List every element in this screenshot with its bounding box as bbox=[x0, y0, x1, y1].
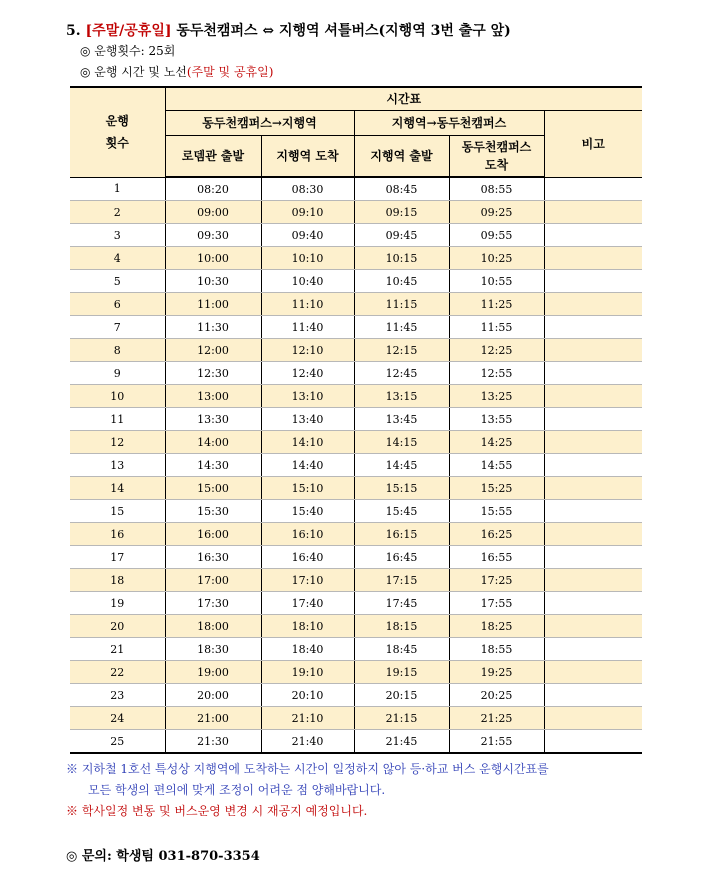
campus-arrive-time: 14:55 bbox=[449, 454, 544, 477]
jihaeng-arrive-time: 15:40 bbox=[261, 500, 354, 523]
rodem-depart-time: 09:00 bbox=[165, 201, 261, 224]
rodem-depart-time: 17:00 bbox=[165, 569, 261, 592]
jihaeng-depart-time: 18:45 bbox=[354, 638, 449, 661]
run-number: 4 bbox=[70, 247, 165, 270]
run-number: 13 bbox=[70, 454, 165, 477]
campus-arrive-time: 10:55 bbox=[449, 270, 544, 293]
header-jihaeng-depart: 지행역 출발 bbox=[354, 135, 449, 177]
header-run-count: 운행 횟수 bbox=[70, 87, 165, 177]
remarks bbox=[544, 730, 642, 754]
jihaeng-arrive-time: 13:10 bbox=[261, 385, 354, 408]
run-number: 25 bbox=[70, 730, 165, 754]
table-row bbox=[70, 431, 642, 454]
jihaeng-depart-time: 11:45 bbox=[354, 316, 449, 339]
jihaeng-arrive-time: 13:40 bbox=[261, 408, 354, 431]
header-campus-arrive: 동두천캠퍼스 도착 bbox=[449, 135, 544, 177]
table-row bbox=[70, 638, 642, 661]
run-number: 22 bbox=[70, 661, 165, 684]
run-number: 1 bbox=[70, 177, 165, 201]
remarks bbox=[544, 500, 642, 523]
rodem-depart-time: 20:00 bbox=[165, 684, 261, 707]
schedule-bullet bbox=[80, 63, 273, 80]
header-route-campus-to-station: 동두천캠퍼스→지행역 bbox=[165, 110, 354, 135]
jihaeng-depart-time: 15:45 bbox=[354, 500, 449, 523]
rodem-depart-time: 17:30 bbox=[165, 592, 261, 615]
remarks bbox=[544, 408, 642, 431]
run-number: 3 bbox=[70, 224, 165, 247]
jihaeng-depart-time: 12:15 bbox=[354, 339, 449, 362]
jihaeng-depart-time: 10:45 bbox=[354, 270, 449, 293]
rodem-depart-time: 21:00 bbox=[165, 707, 261, 730]
run-number: 20 bbox=[70, 615, 165, 638]
jihaeng-depart-time: 12:45 bbox=[354, 362, 449, 385]
campus-arrive-time: 08:55 bbox=[449, 177, 544, 201]
jihaeng-depart-time: 09:45 bbox=[354, 224, 449, 247]
campus-arrive-time: 11:25 bbox=[449, 293, 544, 316]
jihaeng-depart-time: 09:15 bbox=[354, 201, 449, 224]
rodem-depart-time: 14:30 bbox=[165, 454, 261, 477]
jihaeng-depart-time: 21:15 bbox=[354, 707, 449, 730]
campus-arrive-time: 12:55 bbox=[449, 362, 544, 385]
campus-arrive-time: 13:55 bbox=[449, 408, 544, 431]
jihaeng-depart-time: 15:15 bbox=[354, 477, 449, 500]
jihaeng-arrive-time: 18:40 bbox=[261, 638, 354, 661]
rodem-depart-time: 11:00 bbox=[165, 293, 261, 316]
jihaeng-arrive-time: 09:10 bbox=[261, 201, 354, 224]
jihaeng-arrive-time: 16:40 bbox=[261, 546, 354, 569]
campus-arrive-time: 18:25 bbox=[449, 615, 544, 638]
jihaeng-arrive-time: 12:10 bbox=[261, 339, 354, 362]
jihaeng-arrive-time: 11:10 bbox=[261, 293, 354, 316]
table-row bbox=[70, 247, 642, 270]
campus-arrive-time: 09:25 bbox=[449, 201, 544, 224]
rodem-depart-time: 13:30 bbox=[165, 408, 261, 431]
table-row bbox=[70, 339, 642, 362]
campus-arrive-time: 21:55 bbox=[449, 730, 544, 754]
table-row bbox=[70, 684, 642, 707]
table-row bbox=[70, 224, 642, 247]
jihaeng-depart-time: 16:45 bbox=[354, 546, 449, 569]
jihaeng-arrive-time: 21:10 bbox=[261, 707, 354, 730]
run-number: 15 bbox=[70, 500, 165, 523]
run-number: 21 bbox=[70, 638, 165, 661]
jihaeng-arrive-time: 10:40 bbox=[261, 270, 354, 293]
rodem-depart-time: 10:00 bbox=[165, 247, 261, 270]
jihaeng-depart-time: 13:15 bbox=[354, 385, 449, 408]
note-subway: ※ 지하철 1호선 특성상 지행역에 도착하는 시간이 일정하지 않아 등·하교 버스 운행시간표를 bbox=[66, 762, 549, 776]
campus-arrive-time: 12:25 bbox=[449, 339, 544, 362]
remarks bbox=[544, 638, 642, 661]
remarks bbox=[544, 684, 642, 707]
note-schedule-change: ※ 학사일정 변동 및 버스운영 변경 시 재공지 예정입니다. bbox=[66, 804, 368, 818]
rodem-depart-time: 16:00 bbox=[165, 523, 261, 546]
run-number: 2 bbox=[70, 201, 165, 224]
jihaeng-arrive-time: 14:40 bbox=[261, 454, 354, 477]
section-tag: [주말/공휴일] bbox=[85, 23, 172, 39]
campus-arrive-time: 20:25 bbox=[449, 684, 544, 707]
table-row bbox=[70, 523, 642, 546]
run-number: 9 bbox=[70, 362, 165, 385]
campus-arrive-time: 13:25 bbox=[449, 385, 544, 408]
rodem-depart-time: 12:00 bbox=[165, 339, 261, 362]
jihaeng-arrive-time: 12:40 bbox=[261, 362, 354, 385]
remarks bbox=[544, 339, 642, 362]
jihaeng-arrive-time: 11:40 bbox=[261, 316, 354, 339]
jihaeng-depart-time: 17:45 bbox=[354, 592, 449, 615]
table-row bbox=[70, 362, 642, 385]
run-number: 11 bbox=[70, 408, 165, 431]
rodem-depart-time: 12:30 bbox=[165, 362, 261, 385]
table-row bbox=[70, 592, 642, 615]
table-row bbox=[70, 500, 642, 523]
remarks bbox=[544, 293, 642, 316]
remarks bbox=[544, 201, 642, 224]
run-number: 8 bbox=[70, 339, 165, 362]
campus-arrive-time: 14:25 bbox=[449, 431, 544, 454]
timetable bbox=[70, 86, 642, 754]
schedule-bullet-tag: (주말 및 공휴일) bbox=[186, 65, 274, 79]
contact-info: ◎ 문의: 학생팀 031-870-3354 bbox=[66, 849, 260, 864]
header-remarks: 비고 bbox=[544, 110, 642, 177]
rodem-depart-time: 18:00 bbox=[165, 615, 261, 638]
jihaeng-depart-time: 20:15 bbox=[354, 684, 449, 707]
rodem-depart-time: 19:00 bbox=[165, 661, 261, 684]
campus-arrive-time: 19:25 bbox=[449, 661, 544, 684]
rodem-depart-time: 09:30 bbox=[165, 224, 261, 247]
run-number: 17 bbox=[70, 546, 165, 569]
table-row bbox=[70, 177, 642, 201]
jihaeng-depart-time: 17:15 bbox=[354, 569, 449, 592]
section-number: 5. bbox=[66, 23, 81, 39]
remarks bbox=[544, 247, 642, 270]
table-row bbox=[70, 454, 642, 477]
remarks bbox=[544, 177, 642, 201]
campus-arrive-time: 21:25 bbox=[449, 707, 544, 730]
remarks bbox=[544, 592, 642, 615]
campus-arrive-time: 16:25 bbox=[449, 523, 544, 546]
campus-arrive-time: 17:55 bbox=[449, 592, 544, 615]
run-number: 18 bbox=[70, 569, 165, 592]
header-route-station-to-campus: 지행역→동두천캠퍼스 bbox=[354, 110, 544, 135]
table-row bbox=[70, 201, 642, 224]
jihaeng-arrive-time: 20:10 bbox=[261, 684, 354, 707]
jihaeng-depart-time: 14:45 bbox=[354, 454, 449, 477]
table-row bbox=[70, 569, 642, 592]
runs-count-bullet: ◎ 운행횟수: 25회 bbox=[80, 44, 176, 58]
remarks bbox=[544, 362, 642, 385]
rodem-depart-time: 15:00 bbox=[165, 477, 261, 500]
run-number: 5 bbox=[70, 270, 165, 293]
table-row bbox=[70, 408, 642, 431]
jihaeng-depart-time: 16:15 bbox=[354, 523, 449, 546]
table-row bbox=[70, 293, 642, 316]
table-row bbox=[70, 477, 642, 500]
run-number: 6 bbox=[70, 293, 165, 316]
jihaeng-depart-time: 13:45 bbox=[354, 408, 449, 431]
run-number: 16 bbox=[70, 523, 165, 546]
table-row bbox=[70, 615, 642, 638]
jihaeng-arrive-time: 17:40 bbox=[261, 592, 354, 615]
note-subway-continued: 모든 학생의 편의에 맞게 조정이 어려운 점 양해바랍니다. bbox=[88, 783, 386, 797]
schedule-bullet-label: ◎ 운행 시간 및 노선 bbox=[80, 65, 187, 79]
jihaeng-arrive-time: 08:30 bbox=[261, 177, 354, 201]
rodem-depart-time: 10:30 bbox=[165, 270, 261, 293]
jihaeng-depart-time: 19:15 bbox=[354, 661, 449, 684]
section-title bbox=[66, 20, 511, 40]
remarks bbox=[544, 569, 642, 592]
campus-arrive-time: 16:55 bbox=[449, 546, 544, 569]
run-number: 10 bbox=[70, 385, 165, 408]
remarks bbox=[544, 615, 642, 638]
remarks bbox=[544, 270, 642, 293]
table-row bbox=[70, 385, 642, 408]
remarks bbox=[544, 454, 642, 477]
run-number: 12 bbox=[70, 431, 165, 454]
remarks bbox=[544, 661, 642, 684]
jihaeng-depart-time: 10:15 bbox=[354, 247, 449, 270]
run-number: 7 bbox=[70, 316, 165, 339]
jihaeng-depart-time: 08:45 bbox=[354, 177, 449, 201]
run-number: 23 bbox=[70, 684, 165, 707]
rodem-depart-time: 13:00 bbox=[165, 385, 261, 408]
jihaeng-depart-time: 14:15 bbox=[354, 431, 449, 454]
campus-arrive-time: 09:55 bbox=[449, 224, 544, 247]
section-heading: 동두천캠퍼스 ⇔ 지행역 셔틀버스(지행역 3번 출구 앞) bbox=[176, 23, 511, 39]
run-number: 19 bbox=[70, 592, 165, 615]
rodem-depart-time: 16:30 bbox=[165, 546, 261, 569]
header-rodem-depart: 로뎀관 출발 bbox=[165, 135, 261, 177]
table-row bbox=[70, 730, 642, 754]
rodem-depart-time: 21:30 bbox=[165, 730, 261, 754]
campus-arrive-time: 15:25 bbox=[449, 477, 544, 500]
rodem-depart-time: 15:30 bbox=[165, 500, 261, 523]
rodem-depart-time: 08:20 bbox=[165, 177, 261, 201]
rodem-depart-time: 11:30 bbox=[165, 316, 261, 339]
jihaeng-arrive-time: 18:10 bbox=[261, 615, 354, 638]
jihaeng-arrive-time: 14:10 bbox=[261, 431, 354, 454]
run-number: 24 bbox=[70, 707, 165, 730]
campus-arrive-time: 17:25 bbox=[449, 569, 544, 592]
jihaeng-depart-time: 11:15 bbox=[354, 293, 449, 316]
jihaeng-depart-time: 18:15 bbox=[354, 615, 449, 638]
remarks bbox=[544, 224, 642, 247]
table-row bbox=[70, 270, 642, 293]
jihaeng-arrive-time: 10:10 bbox=[261, 247, 354, 270]
rodem-depart-time: 18:30 bbox=[165, 638, 261, 661]
campus-arrive-time: 10:25 bbox=[449, 247, 544, 270]
table-row bbox=[70, 316, 642, 339]
jihaeng-arrive-time: 09:40 bbox=[261, 224, 354, 247]
remarks bbox=[544, 477, 642, 500]
remarks bbox=[544, 385, 642, 408]
remarks bbox=[544, 523, 642, 546]
remarks bbox=[544, 431, 642, 454]
remarks bbox=[544, 316, 642, 339]
header-jihaeng-arrive: 지행역 도착 bbox=[261, 135, 354, 177]
jihaeng-arrive-time: 15:10 bbox=[261, 477, 354, 500]
jihaeng-arrive-time: 16:10 bbox=[261, 523, 354, 546]
table-row bbox=[70, 546, 642, 569]
jihaeng-arrive-time: 17:10 bbox=[261, 569, 354, 592]
remarks bbox=[544, 707, 642, 730]
jihaeng-arrive-time: 21:40 bbox=[261, 730, 354, 754]
campus-arrive-time: 18:55 bbox=[449, 638, 544, 661]
campus-arrive-time: 15:55 bbox=[449, 500, 544, 523]
table-row bbox=[70, 661, 642, 684]
rodem-depart-time: 14:00 bbox=[165, 431, 261, 454]
header-timetable: 시간표 bbox=[165, 87, 642, 110]
campus-arrive-time: 11:55 bbox=[449, 316, 544, 339]
jihaeng-arrive-time: 19:10 bbox=[261, 661, 354, 684]
remarks bbox=[544, 546, 642, 569]
run-number: 14 bbox=[70, 477, 165, 500]
table-row bbox=[70, 707, 642, 730]
jihaeng-depart-time: 21:45 bbox=[354, 730, 449, 754]
